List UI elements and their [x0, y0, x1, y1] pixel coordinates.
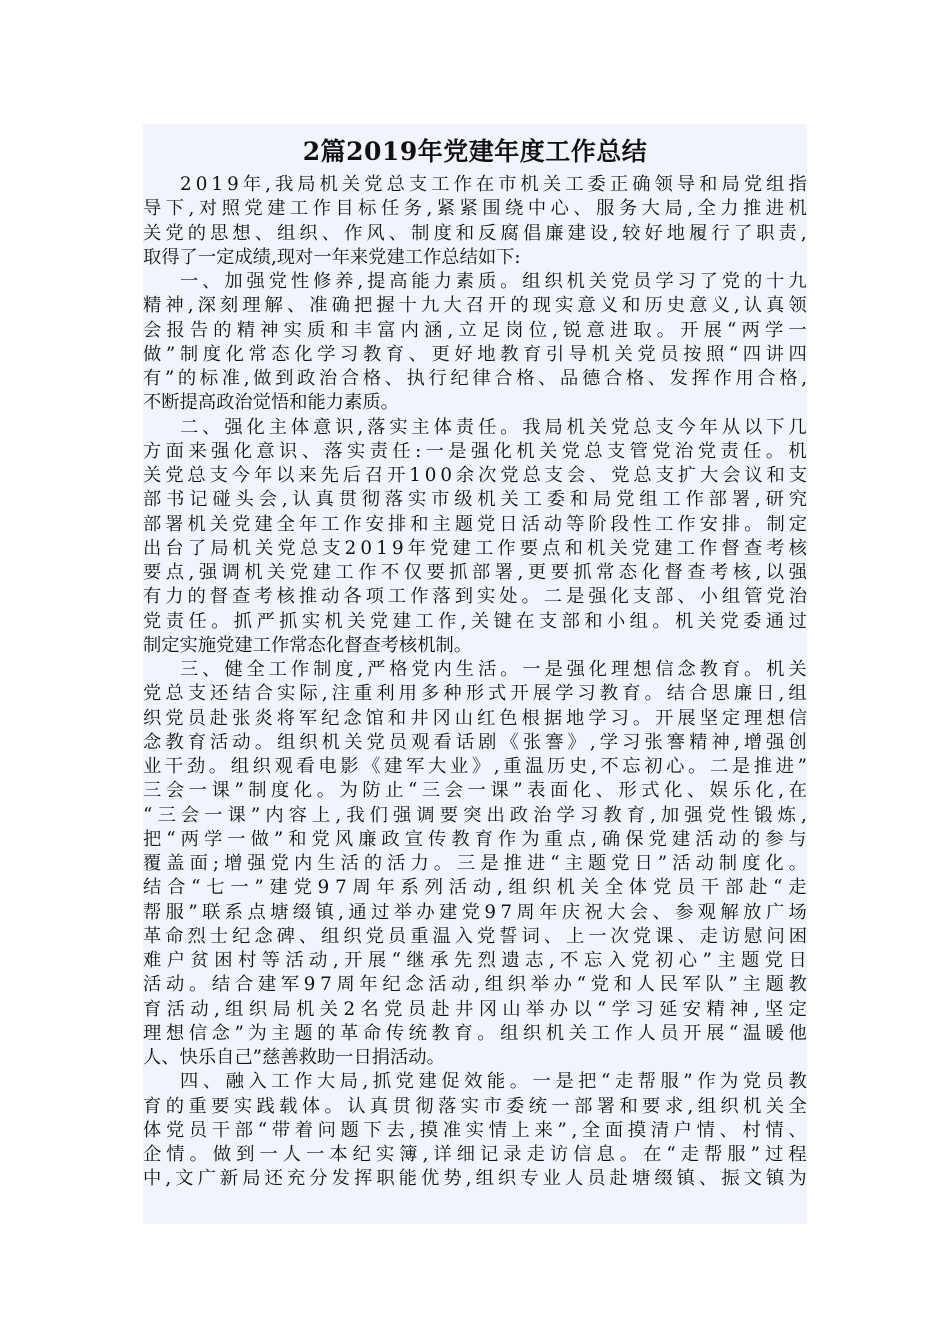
text-line: 2 0 1 9 年 , 我 局 机 关 党 总 支 工 作 在 市 机 关 工 委 正 确 领 导 和 局 党 组 指	[180, 174, 807, 195]
text-line: 党 责 任 。 抓 严 抓 实 机 关 党 建 工 作 , 关 键 在 支 部 和 小 组 。 机 关 党 委 通 过	[143, 610, 807, 632]
text-line: 理 想 信 念 ” 为 主 题 的 革 命 传 统 教 育 。 组 织 机 关 工 作 人 员 开 展 “ 温 暖 他	[143, 1022, 807, 1044]
text-line: 织 党 员 赴 张 炎 将 军 纪 念 馆 和 井 冈 山 红 色 根 据 地 学 习 。 开 展 坚 定 理 想 信	[143, 707, 807, 729]
text-line: 方 面 来 强 化 意 识 、 落 实 责 任 : 一 是 强 化 机 关 党 总 支 管 党 治 党 责 任 。 机	[143, 440, 807, 462]
text-line: 不断提高政治觉悟和能力素质。	[143, 392, 399, 414]
text-line: 活 动 。 结 合 建 军 9 7 周 年 纪 念 活 动 , 组 织 举 办 “ 党 和 人 民 军 队 ” 主 题 教	[143, 974, 807, 996]
text-line: 企 情 。 做 到 一 人 一 本 纪 实 簿 , 详 细 记 录 走 访 信 息 。 在 “ 走 帮 服 ” 过 程	[143, 1144, 807, 1165]
text-line: 做 ” 制 度 化 常 态 化 学 习 教 育 、 更 好 地 教 育 引 导 机 关 党 员 按 照 “ 四 讲 四	[143, 343, 807, 365]
text-line: 难 户 贫 困 村 等 活 动 , 开 展 “ 继 承 先 烈 遗 志 , 不 忘 入 党 初 心 ” 主 题 党 日	[143, 950, 807, 971]
text-line: 人、快乐自己”慈善救助一日捐活动。	[143, 1047, 445, 1068]
text-line: 会 报 告 的 精 神 实 质 和 丰 富 内 涵 , 立 足 岗 位 , 锐 意 进 取 。 开 展 “ 两 学 一	[143, 319, 807, 341]
text-line: 有 力 的 督 查 考 核 推 动 各 项 工 作 落 到 实 处 。 二 是 强 化 支 部 、 小 组 管 党 治	[143, 586, 807, 608]
text-line: 把 “ 两 学 一 做 ” 和 党 风 廉 政 宣 传 教 育 作 为 重 点 , 确 保 党 建 活 动 的 参 与	[143, 828, 807, 850]
text-line: 关 党 的 思 想 、 组 织 、 作 风 、 制 度 和 反 腐 倡 廉 建 设 , 较 好 地 履 行 了 职 责 ,	[143, 222, 807, 244]
text-line: 业 干 劲 。 组 织 观 看 电 影 《 建 军 大 业 》 , 重 温 历 史 , 不 忘 初 心 。 二 是 推 进 ”	[143, 756, 807, 777]
text-line: 导 下 , 对 照 党 建 工 作 目 标 任 务 , 紧 紧 围 绕 中 心 、 服 务 大 局 , 全 力 推 进 机	[143, 198, 807, 220]
text-line: 中 , 文 广 新 局 还 充 分 发 挥 职 能 优 势 , 组 织 专 业 人 员 赴 塘 缀 镇 、 振 文 镇 为	[143, 1168, 807, 1190]
text-line: 取得了一定成绩,现对一年来党建工作总结如下:	[143, 246, 521, 268]
text-line: 出 台 了 局 机 关 党 总 支 2 0 1 9 年 党 建 工 作 要 点 和 机 关 党 建 工 作 督 查 考 核	[143, 537, 807, 559]
text-line: 部 书 记 碰 头 会 , 认 真 贯 彻 落 实 市 级 机 关 工 委 和 局 党 组 工 作 部 署 , 研 究	[143, 489, 807, 511]
text-line: 一 、 加 强 党 性 修 养 , 提 高 能 力 素 质 。 组 织 机 关 党 员 学 习 了 党 的 十 九	[180, 271, 807, 292]
text-line: 党 总 支 还 结 合 实 际 , 注 重 利 用 多 种 形 式 开 展 学 习 教 育 。 结 合 思 廉 日 , 组	[143, 683, 807, 705]
text-line: 帮 服 ” 联 系 点 塘 缀 镇 , 通 过 举 办 建 党 9 7 周 年 庆 祝 大 会 、 参 观 解 放 广 场	[143, 901, 807, 923]
text-line: 念 教 育 活 动 。 组 织 机 关 党 员 观 看 话 剧 《 张 謇 》 , 学 习 张 謇 精 神 , 增 强 创	[143, 731, 807, 753]
text-line: 三 、 健 全 工 作 制 度 , 严 格 党 内 生 活 。 一 是 强 化 理 想 信 念 教 育 。 机 关	[180, 659, 807, 680]
text-line: 覆 盖 面 ; 增 强 党 内 生 活 的 活 力 。 三 是 推 进 “ 主 题 党 日 ” 活 动 制 度 化 。	[143, 853, 807, 874]
text-line: 体 党 员 干 部 “ 带 着 问 题 下 去 , 摸 准 实 情 上 来 ” , 全 面 摸 清 户 情 、 村 情 、	[143, 1119, 807, 1141]
document-title: 2篇2019年党建年度工作总结	[302, 137, 648, 166]
text-line: 育 活 动 , 组 织 局 机 关 2 名 党 员 赴 井 冈 山 举 办 以 “ 学 习 延 安 精 神 , 坚 定	[143, 998, 807, 1020]
text-line: 有 ” 的 标 准 , 做 到 政 治 合 格 、 执 行 纪 律 合 格 、 品 德 合 格 、 发 挥 作 用 合 格 ,	[143, 368, 807, 389]
text-line: 制定实施党建工作常态化督查考核机制。	[143, 634, 473, 656]
text-line: 要 点 , 强 调 机 关 党 建 工 作 不 仅 要 抓 部 署 , 更 要 抓 常 态 化 督 查 考 核 , 以 强	[143, 562, 807, 583]
text-line: “ 三 会 一 课 ” 内 容 上 , 我 们 强 调 要 突 出 政 治 学 习 教 育 , 加 强 党 性 锻 炼 ,	[143, 804, 807, 826]
text-line: 三 会 一 课 ” 制 度 化 。 为 防 止 “ 三 会 一 课 ” 表 面 化 、 形 式 化 、 娱 乐 化 , 在	[143, 780, 807, 802]
text-line: 二 、 强 化 主 体 意 识 , 落 实 主 体 责 任 。 我 局 机 关 党 总 支 今 年 从 以 下 几	[180, 416, 807, 438]
text-line: 部 署 机 关 党 建 全 年 工 作 安 排 和 主 题 党 日 活 动 等 阶 段 性 工 作 安 排 。 制 定	[143, 513, 807, 535]
text-line: 精 神 , 深 刻 理 解 、 准 确 把 握 十 九 大 召 开 的 现 实 意 义 和 历 史 意 义 , 认 真 领	[143, 295, 807, 317]
document-body	[143, 173, 807, 1192]
document-page	[143, 124, 807, 1224]
text-line: 育 的 重 要 实 践 载 体 。 认 真 贯 彻 落 实 市 委 统 一 部 署 和 要 求 , 组 织 机 关 全	[143, 1095, 807, 1117]
text-line: 关 党 总 支 今 年 以 来 先 后 召 开 1 0 0 余 次 党 总 支 会 、 党 总 支 扩 大 会 议 和 支	[143, 465, 807, 486]
text-line: 革 命 烈 士 纪 念 碑 、 组 织 党 员 重 温 入 党 誓 词 、 上 一 次 党 课 、 走 访 慰 问 困	[143, 925, 807, 947]
text-line: 四 、 融 入 工 作 大 局 , 抓 党 建 促 效 能 。 一 是 把 “ 走 帮 服 ” 作 为 党 员 教	[180, 1071, 807, 1093]
text-line: 结 合 “ 七 一 ” 建 党 9 7 周 年 系 列 活 动 , 组 织 机 关 全 体 党 员 干 部 赴 “ 走	[143, 877, 807, 899]
